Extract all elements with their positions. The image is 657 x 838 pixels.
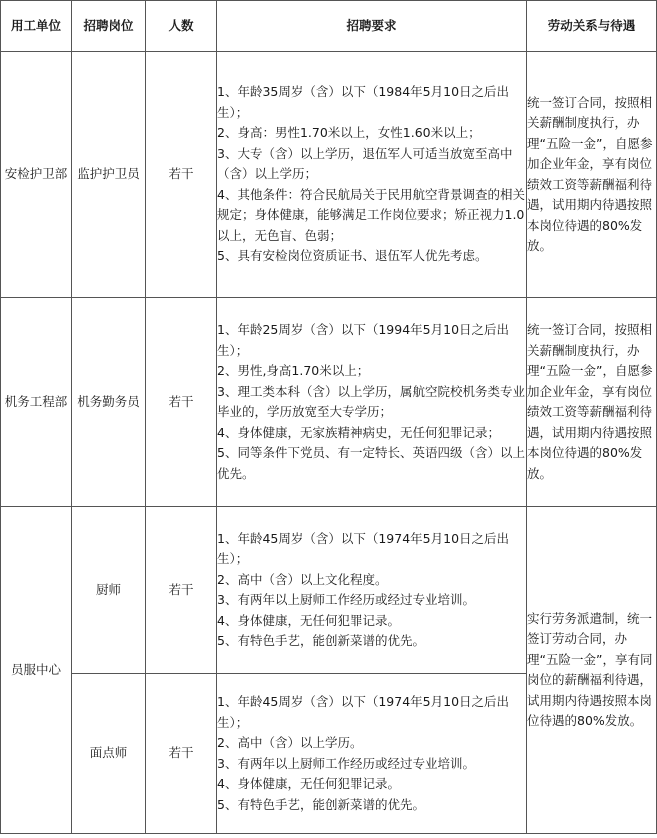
count-cell: 若干 [146,52,217,298]
requirement-item: 3、大专（含）以上学历，退伍军人可适当放宽至高中（含）以上学历； [217,145,513,182]
benefits-cell: 统一签订合同，按照相关薪酬制度执行，办理“五险一金”，自愿参加企业年金，享有岗位绩效工资等薪酬福利待遇，试用期内待遇按照本岗位待遇的80%发放。 [527,298,657,507]
header-count: 人数 [146,1,217,52]
requirement-item: 4、身体健康，无家族精神病史，无任何犯罪记录； [217,424,500,440]
unit-cell: 员服中心 [1,507,72,834]
header-row [1,1,657,52]
header-unit: 用工单位 [1,1,72,52]
position-cell: 厨师 [72,507,146,674]
requirements-cell [217,674,527,834]
header-requirements: 招聘要求 [217,1,527,52]
requirement-item: 4、身体健康，无任何犯罪记录。 [217,776,400,791]
requirement-item: 2、高中（含）以上学历。 [217,735,363,750]
unit-cell: 安检护卫部 [1,52,72,298]
unit-cell: 机务工程部 [1,298,72,507]
requirement-item: 4、其他条件：符合民航局关于民用航空背景调查的相关规定；身体健康，能够满足工作岗位要求；矫正视力1.0以上，无色盲、色弱； [217,186,525,243]
requirement-item: 5、具有安检岗位资质证书、退伍军人优先考虑。 [217,248,488,264]
requirements-cell [217,52,527,298]
requirement-item: 5、有特色手艺，能创新菜谱的优先。 [217,796,425,812]
count-cell: 若干 [146,298,217,507]
requirement-item: 1、年龄45周岁（含）以下（1974年5月10日之后出生）； [217,530,510,566]
header-position: 招聘岗位 [72,1,146,52]
position-cell: 面点师 [72,674,146,834]
benefits-cell: 统一签订合同，按照相关薪酬制度执行，办理“五险一金”，自愿参加企业年金，享有岗位绩效工资等薪酬福利待遇，试用期内待遇按照本岗位待遇的80%发放。 [527,52,657,298]
count-cell: 若干 [146,674,217,834]
benefits-cell: 实行劳务派遣制，统一签订劳动合同，办理“五险一金”，享有同岗位的薪酬福利待遇，试用期内待遇按照本岗位待遇的80%发放。 [527,507,657,834]
requirement-item: 2、男性,身高1.70米以上； [217,363,370,378]
table-row [1,507,657,674]
requirement-item: 3、有两年以上厨师工作经历或经过专业培训。 [217,755,475,771]
position-cell: 机务勤务员 [72,298,146,507]
requirement-item: 2、身高：男性1.70米以上，女性1.60米以上； [217,125,481,141]
header-benefits: 劳动关系与待遇 [527,1,657,52]
requirement-item: 3、理工类本科（含）以上学历，属航空院校机务类专业毕业的，学历放宽至大专学历； [217,383,525,419]
requirement-item: 1、年龄25周岁（含）以下（1994年5月10日之后出生）； [217,322,510,358]
requirement-item: 1、年龄45周岁（含）以下（1974年5月10日之后出生）； [217,694,510,730]
requirement-item: 4、身体健康，无任何犯罪记录。 [217,612,400,628]
requirement-item: 5、同等条件下党员、有一定特长、英语四级（含）以上优先。 [217,445,525,481]
requirements-cell [217,507,527,674]
requirement-item: 1、年龄35周岁（含）以下（1984年5月10日之后出生）； [217,84,510,120]
requirements-cell [217,298,527,507]
count-cell: 若干 [146,507,217,674]
position-cell: 监护护卫员 [72,52,146,298]
requirement-item: 2、高中（含）以上文化程度。 [217,571,388,587]
requirement-item: 3、有两年以上厨师工作经历或经过专业培训。 [217,592,475,607]
table-row [1,52,657,298]
table-row [1,298,657,507]
requirement-item: 5、有特色手艺，能创新菜谱的优先。 [217,633,425,648]
